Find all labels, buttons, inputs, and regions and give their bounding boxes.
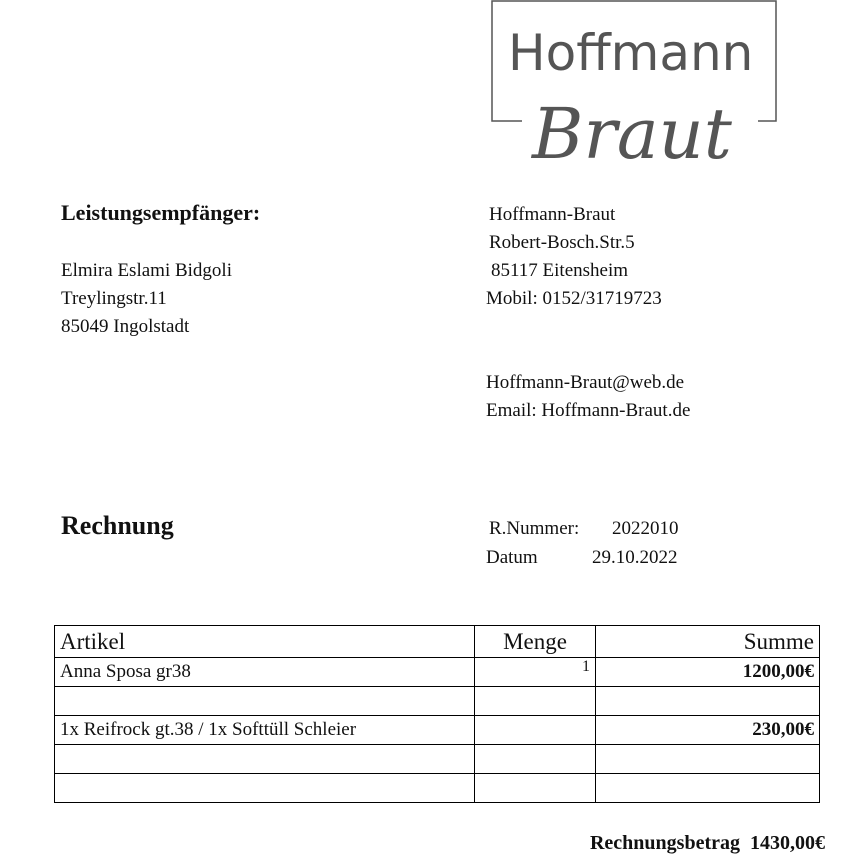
row-sum xyxy=(596,687,820,716)
row-article xyxy=(55,687,475,716)
header-quantity: Menge xyxy=(475,626,596,658)
table-row xyxy=(55,716,820,745)
invoice-date: 29.10.2022 xyxy=(592,547,678,568)
row-sum: 230,00€ xyxy=(596,716,820,745)
row-article: 1x Reifrock gt.38 / 1x Softtüll Schleier xyxy=(55,716,475,745)
invoice-number: 2022010 xyxy=(612,518,679,539)
row-quantity xyxy=(475,745,596,774)
logo-text-hoffmann: Hoffmann xyxy=(508,24,754,82)
table-row xyxy=(55,658,820,687)
recipient-street: Treylingstr.11 xyxy=(61,288,167,309)
row-article xyxy=(55,774,475,803)
header-article: Artikel xyxy=(55,626,475,658)
total-value: 1430,00€ xyxy=(750,832,825,854)
table-header-row xyxy=(55,626,820,658)
table-row xyxy=(55,687,820,716)
row-article: Anna Sposa gr38 xyxy=(55,658,475,687)
invoice-date-label: Datum xyxy=(486,547,538,568)
row-article xyxy=(55,745,475,774)
invoice-table xyxy=(54,625,820,803)
total-label: Rechnungsbetrag xyxy=(589,832,740,854)
company-logo xyxy=(490,0,780,168)
header-sum: Summe xyxy=(596,626,820,658)
row-sum xyxy=(596,745,820,774)
row-quantity: 1 xyxy=(475,658,596,687)
invoice-total xyxy=(590,832,825,855)
invoice-title: Rechnung xyxy=(61,511,174,540)
table-row xyxy=(55,745,820,774)
row-quantity xyxy=(475,716,596,745)
recipient-city: 85049 Ingolstadt xyxy=(61,316,190,337)
sender-street: Robert-Bosch.Str.5 xyxy=(489,232,635,253)
sender-mobile: Mobil: 0152/31719723 xyxy=(486,288,662,309)
sender-name: Hoffmann-Braut xyxy=(489,204,616,225)
table-row xyxy=(55,774,820,803)
row-sum xyxy=(596,774,820,803)
row-quantity xyxy=(475,687,596,716)
row-quantity xyxy=(475,774,596,803)
sender-email: Email: Hoffmann-Braut.de xyxy=(486,400,691,421)
invoice-number-label: R.Nummer: xyxy=(489,518,580,539)
logo-text-braut: Braut xyxy=(532,93,732,168)
row-sum: 1200,00€ xyxy=(596,658,820,687)
recipient-name: Elmira Eslami Bidgoli xyxy=(61,260,232,281)
recipient-label: Leistungsempfänger: xyxy=(61,200,261,225)
sender-city: 85117 Eitensheim xyxy=(491,260,629,281)
sender-web: Hoffmann-Braut@web.de xyxy=(486,372,685,393)
